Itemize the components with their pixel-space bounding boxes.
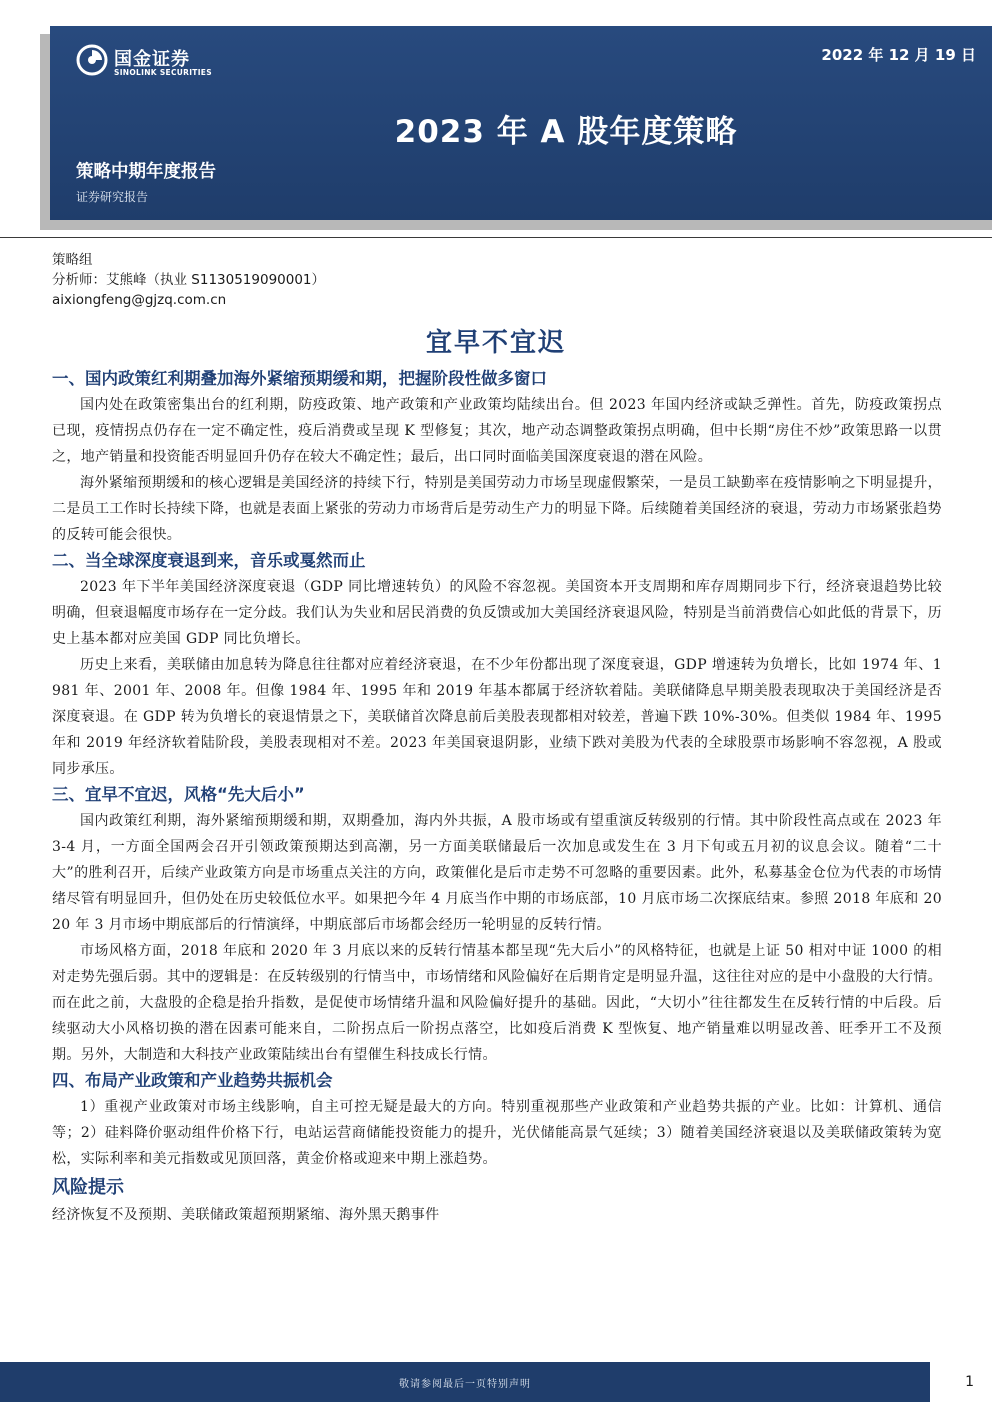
paragraph: 1）重视产业政策对市场主线影响，自主可控无疑是最大的方向。特别重视那些产业政策和产业趋势共振的产业。比如：计算机、通信等；2）硅料降价驱动组件价格下行，电站运营商储能投资能力的提升，光伏储能高景气延续；3）随着美国经济衰退以及美联储政策转为宽松，实际利率和美元指数或见顶回落，黄金价格或迎来中期上涨趋势。: [52, 1099, 942, 1167]
logo-en-text: SINOLINK SECURITIES: [114, 68, 212, 77]
risk-heading: 风险提示: [52, 1177, 124, 1198]
section-heading: 二、当全球深度衰退到来，音乐或戛然而止: [52, 551, 366, 570]
report-subtitle: 策略中期年度报告: [76, 162, 216, 182]
company-logo: [76, 44, 276, 80]
report-type: 证券研究报告: [76, 190, 149, 204]
report-body: [52, 366, 942, 1228]
main-title: 宜早不宜迟: [425, 328, 566, 358]
risk-text: 经济恢复不及预期、美联储政策超预期紧缩、海外黑天鹅事件: [52, 1207, 440, 1223]
section-heading: 四、布局产业政策和产业趋势共振机会: [52, 1071, 333, 1090]
report-header: [50, 26, 992, 220]
section-heading: 一、国内政策红利期叠加海外紧缩预期缓和期，把握阶段性做多窗口: [52, 369, 547, 388]
report-date: 2022 年 12 月 19 日: [821, 46, 976, 64]
logo-cn-text: 国金证券: [114, 49, 190, 70]
paragraph: 国内处在政策密集出台的红利期，防疫政策、地产政策和产业政策均陆续出台。但 2023 年国内经济或缺乏弹性。首先，防疫政策拐点已现，疫情拐点仍存在一定不确定性，疫后消费或呈现 K 型修复；其次，地产动态调整政策拐点明确，但中长期“房住不炒”政策思路一以贯之，地产销量和投资能否明显回升仍存在较大不确定性；最后，出口同时面临美国深度衰退的潜在风险。: [52, 397, 942, 465]
analyst-email[interactable]: aixiongfeng@gjzq.com.cn: [52, 292, 227, 308]
paragraph: 海外紧缩预期缓和的核心逻辑是美国经济的持续下行，特别是美国劳动力市场呈现虚假繁荣，一是员工缺勤率在疫情影响之下明显提升，二是员工工作时长持续下降，也就是表面上紧张的劳动力市场背后是劳动生产力的明显下降。后续随着美国经济的衰退，劳动力市场紧张趋势的反转可能会很快。: [52, 475, 942, 543]
analyst-group: 策略组: [52, 252, 93, 268]
paragraph: 历史上来看，美联储由加息转为降息往往都对应着经济衰退，在不少年份都出现了深度衰退，GDP 增速转为负增长，比如 1974 年、1981 年、2001 年、2008 年。但像 1984 年、1995 年和 2019 年基本都属于经济软着陆。美联储降息早期美股表现取决于美国经济是否深度衰退。在 GDP 转为负增长的衰退情景之下，美联储首次降息前后美股表现都相对较差，普遍下跌 10%-30%。但类似 1984 年、1995 年和 2019 年经济软着陆阶段，美股表现相对不差。2023 年美国衰退阴影，业绩下跌对美股为代表的全球股票市场影响不容忽视，A 股或同步承压。: [52, 657, 942, 777]
report-title: 2023 年 A 股年度策略: [394, 114, 738, 150]
paragraph: 国内政策红利期，海外紧缩预期缓和期，双期叠加，海内外共振，A 股市场或有望重演反转级别的行情。其中阶段性高点或在 2023 年 3-4 月，一方面全国两会召开引领政策预期达到高潮，另一方面美联储最后一次加息或发生在 3 月下旬或五月初的议息会议。随着“二十大”的胜利召开，后续产业政策方向是市场重点关注的方向，政策催化是后市走势不可忽略的重要因素。此外，私募基金仓位为代表的市场情绪尽管有明显回升，但仍处在历史较低位水平。如果把今年 4 月底当作中期的市场底部，10 月底市场二次探底结束。参照 2018 年底和 2020 年 3 月市场中期底部后的行情演绎，中期底部后市场都会经历一轮明显的反转行情。: [52, 813, 942, 933]
paragraph: 2023 年下半年美国经济深度衰退（GDP 同比增速转负）的风险不容忽视。美国资本开支周期和库存周期同步下行，经济衰退趋势比较明确，但衰退幅度市场存在一定分歧。我们认为失业和居民消费的负反馈或加大美国经济衰退风险，特别是当前消费信心如此低的背景下，历史上基本都对应美国 GDP 同比负增长。: [52, 579, 942, 647]
section-heading: 三、宜早不宜迟，风格“先大后小”: [52, 785, 305, 804]
analyst-name: 分析师：艾熊峰（执业 S1130519090001）: [52, 272, 326, 288]
analyst-info: [52, 250, 325, 310]
page-number: 1: [965, 1374, 974, 1390]
paragraph: 市场风格方面，2018 年底和 2020 年 3 月底以来的反转行情基本都呈现“先大后小”的风格特征，也就是上证 50 相对中证 1000 的相对走势先强后弱。其中的逻辑是：在反转级别的行情当中，市场情绪和风险偏好在后期肯定是明显升温，这往往对应的是中小盘股的大行情。而在此之前，大盘股的企稳是抬升指数，是促使市场情绪升温和风险偏好提升的基础。因此，“大切小”往往都发生在反转行情的中后段。后续驱动大小风格切换的潜在因素可能来自，二阶拐点后一阶拐点落空，比如疫后消费 K 型恢复、地产销量难以明显改善、旺季开工不及预期。另外，大制造和大科技产业政策陆续出台有望催生科技成长行情。: [52, 943, 942, 1063]
sinolink-logo-icon: [76, 44, 108, 76]
footer-disclaimer-note: 敬请参阅最后一页特别声明: [399, 1379, 531, 1390]
header-divider: [0, 237, 992, 238]
